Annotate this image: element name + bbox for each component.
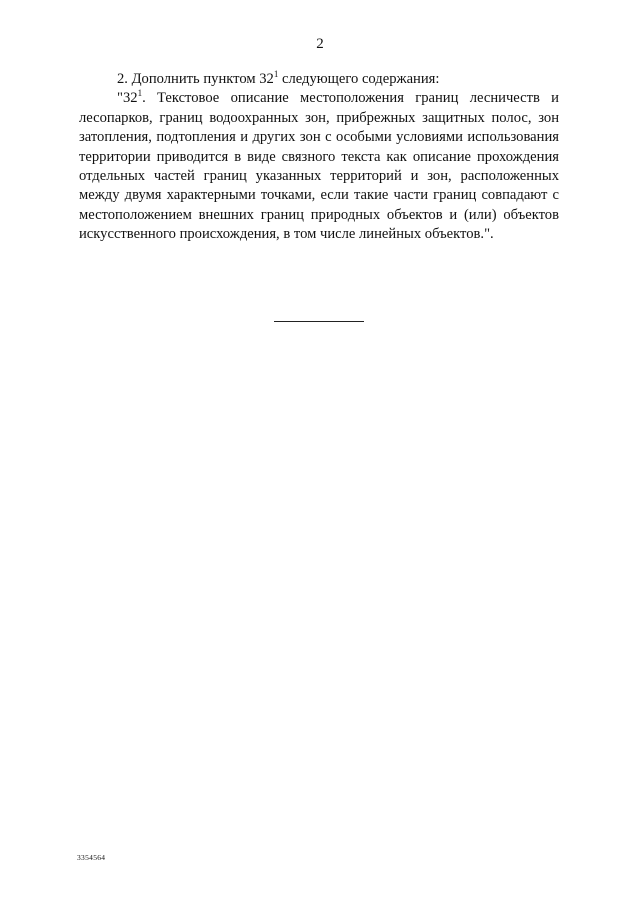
clause-number: "32 xyxy=(117,90,138,107)
clause-paragraph xyxy=(79,89,559,244)
amendment-item-superscript: 1 xyxy=(273,69,279,79)
document-body xyxy=(79,70,559,245)
document-code: 3354564 xyxy=(77,853,106,862)
amendment-item-text: 2. Дополнить пунктом 32 xyxy=(117,71,274,87)
amendment-item xyxy=(79,70,559,89)
page-number: 2 xyxy=(316,36,324,52)
clause-number-superscript: 1 xyxy=(137,88,143,99)
clause-body: . Текстовое описание местоположения границ лесничеств и лесопарков, границ водоохранных зон, прибрежных защитных полос, зон затопления, подтопления и других зон с особыми условиями использования территории приводится в виде связного текста как описание прохождения отдельных частей границ указанных территорий и зон, расположенных между двумя характерными точками, если такие части границ совпадают с местоположением внешних границ природных объектов и (или) объектов искусственного происхождения, в том числе линейных объектов.". xyxy=(79,90,559,243)
end-divider xyxy=(274,321,364,322)
amendment-item-tail: следующего содержания: xyxy=(278,71,440,87)
